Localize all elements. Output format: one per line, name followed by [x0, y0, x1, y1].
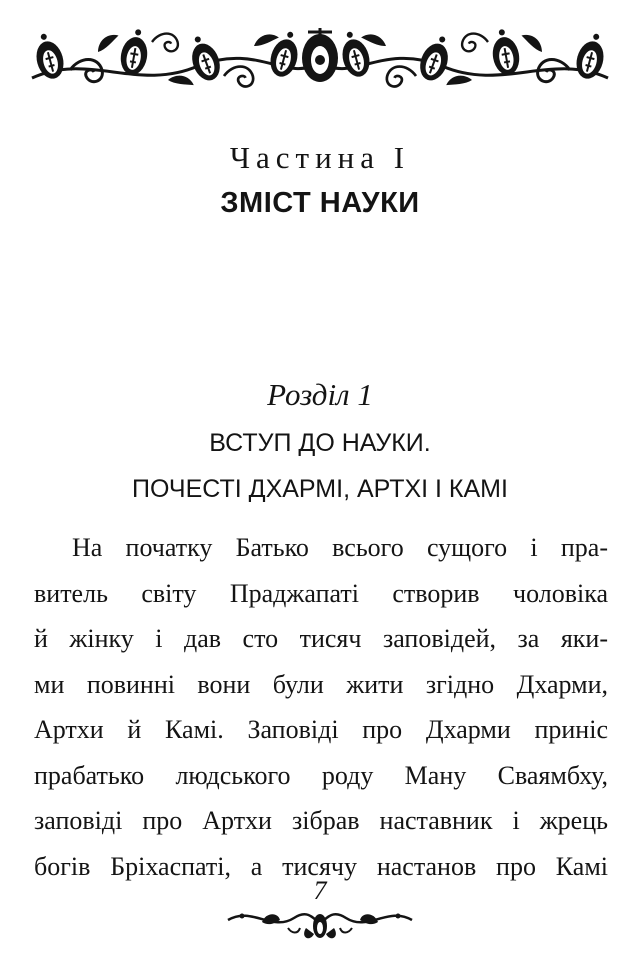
body-paragraph [34, 525, 608, 889]
page-footer [222, 876, 418, 948]
body-line: Артхи й Камі. Заповіді про Дхарми приніс [34, 715, 608, 744]
part-title: ЗМІСТ НАУКИ [220, 187, 420, 219]
chapter-title-line: ПОЧЕСТІ ДХАРМІ, АРТХІ І КАМІ [132, 475, 508, 503]
body-line: заповіді про Артхи зібрав наставник і жрець [34, 806, 608, 835]
body-line: прабатько людського роду Ману Сваямбху, [34, 760, 608, 790]
body-line: ми повинні вони були жити згідно Дхарми, [34, 669, 608, 699]
body-line: На початку Батько всього сущого і пра- [72, 533, 608, 562]
body-line: витель світу Праджапаті створив чоловіка [34, 578, 608, 608]
body-line: богів Бріхаспаті, а тисячу настанов про Камі [34, 851, 608, 881]
ornament-group-right [336, 27, 609, 89]
chapter-title-line: ВСТУП ДО НАУКИ. [209, 429, 431, 457]
top-floral-ornament [28, 22, 612, 96]
page-number: 7 [313, 876, 327, 905]
body-line: й жінку і дав сто тисяч заповідей, за яки- [34, 624, 608, 653]
chapter-label: Розділ 1 [267, 377, 373, 412]
chapter-title [0, 420, 640, 512]
ornament-center [302, 28, 338, 82]
bottom-floral-ornament [222, 898, 418, 946]
ornament-group-left [30, 27, 303, 89]
part-label: Частина I [229, 140, 411, 175]
